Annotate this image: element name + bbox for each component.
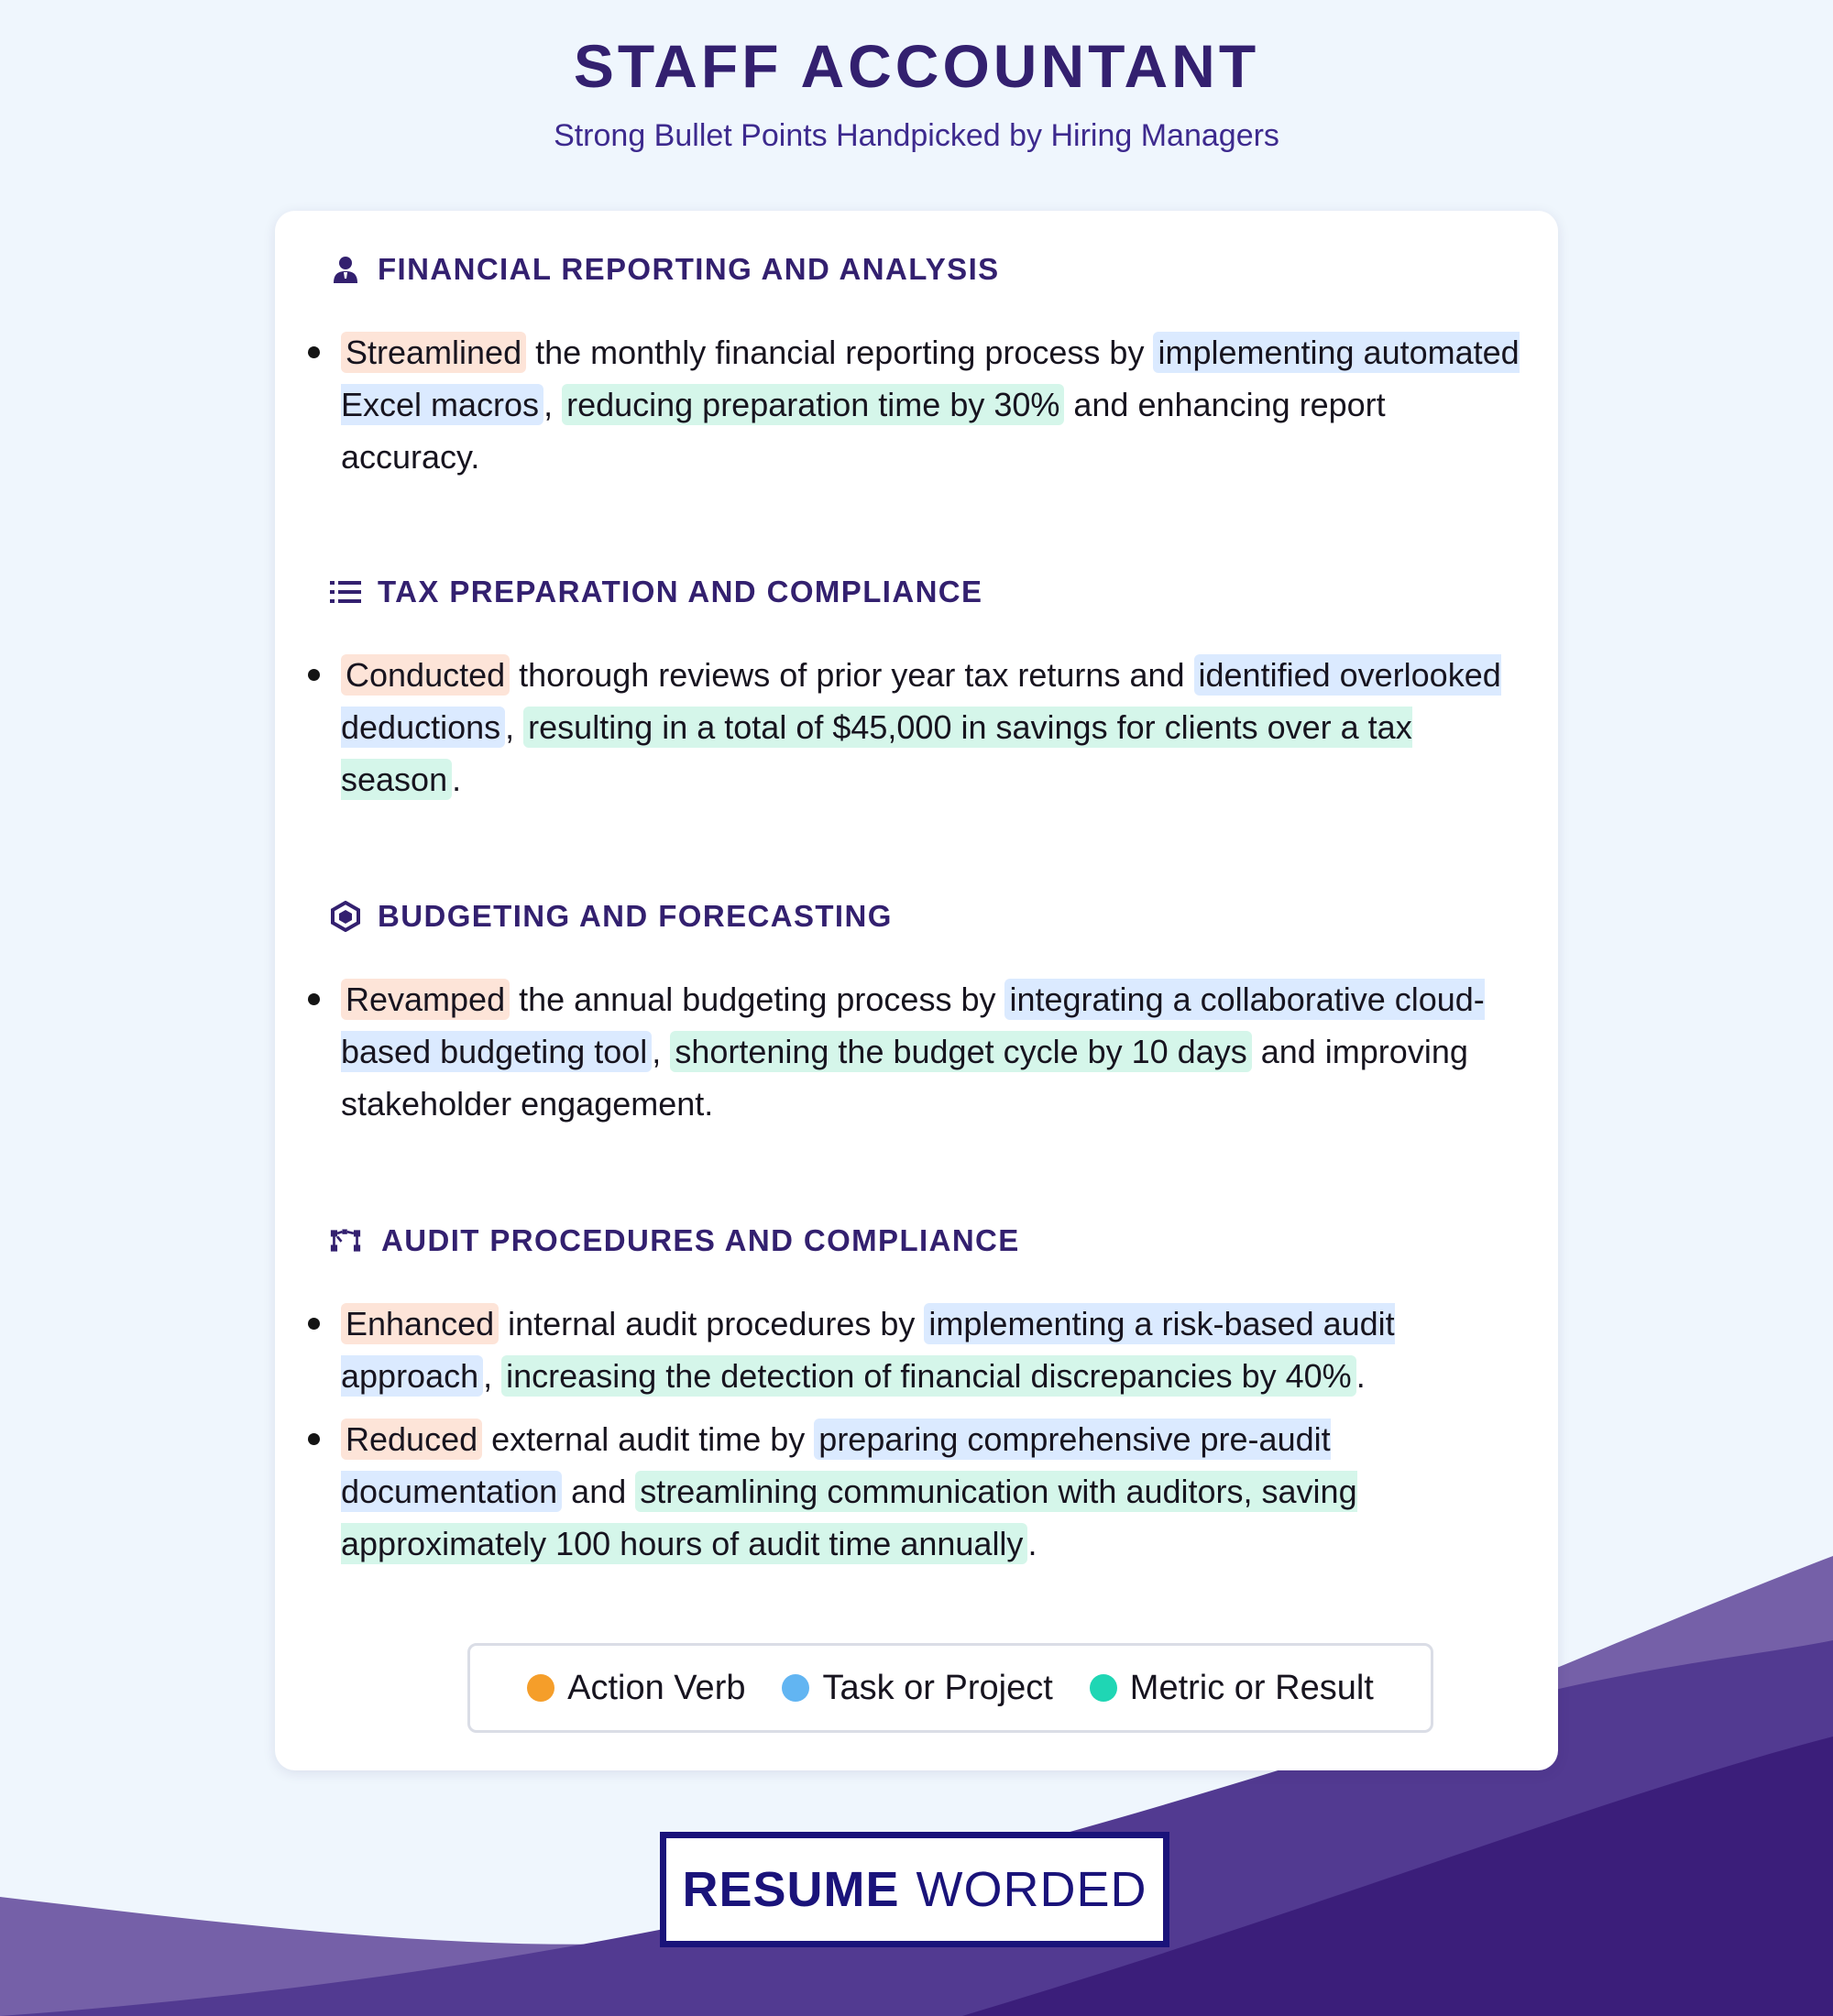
legend-item-action-verb <box>527 1669 745 1708</box>
cube-icon <box>330 901 361 932</box>
bullet-text: , <box>652 1033 671 1070</box>
legend-dot <box>1090 1674 1117 1702</box>
bullet-text: external audit time by <box>482 1420 815 1458</box>
section-title: BUDGETING AND FORECASTING <box>378 899 893 933</box>
page-header <box>0 0 1833 154</box>
logo-text-light: WORDED <box>916 1862 1147 1917</box>
task-phrase: preparing comprehensive pre-audit documentation <box>341 1420 1331 1510</box>
bullet-text: . <box>452 761 462 798</box>
bullet-list <box>335 973 1531 1130</box>
person-icon <box>330 254 361 285</box>
bullet-text: internal audit procedures by <box>499 1305 925 1342</box>
list-icon <box>330 576 361 608</box>
action-verb: Streamlined <box>341 332 526 373</box>
section-budgeting <box>330 896 1531 1130</box>
legend-dot <box>527 1674 554 1702</box>
legend-dot <box>782 1674 809 1702</box>
section-header <box>330 572 1531 612</box>
action-verb: Enhanced <box>341 1303 499 1344</box>
bullet-text: . <box>1356 1357 1366 1395</box>
highlight-legend <box>467 1643 1433 1733</box>
section-header <box>330 249 1531 290</box>
task-phrase: implementing automated Excel macros <box>341 334 1520 423</box>
legend-label: Action Verb <box>567 1668 746 1707</box>
legend-item-task <box>782 1669 1052 1708</box>
logo-text-bold: RESUME <box>682 1862 900 1917</box>
resume-worded-logo[interactable] <box>660 1832 1169 1947</box>
bullet-text: , <box>505 708 524 746</box>
bullet-card <box>275 211 1558 1770</box>
bullet-text: and enhancing report accuracy. <box>341 386 1386 476</box>
legend-label: Task or Project <box>822 1668 1053 1707</box>
bullet-text: and <box>562 1473 636 1510</box>
bullet-item <box>335 1298 1531 1402</box>
bullet-text: thorough reviews of prior year tax returns and <box>510 656 1194 694</box>
action-verb: Reduced <box>341 1419 482 1460</box>
bullet-text: the annual budgeting process by <box>510 981 1005 1018</box>
bullet-text: the monthly financial reporting process by <box>526 334 1154 371</box>
bullet-item <box>335 973 1531 1130</box>
legend-item-metric <box>1090 1669 1374 1708</box>
metric-phrase: shortening the budget cycle by 10 days <box>670 1031 1251 1072</box>
section-audit <box>330 1221 1531 1570</box>
bullet-list <box>335 649 1531 805</box>
bullet-item <box>335 649 1531 805</box>
section-financial-reporting <box>330 249 1531 483</box>
task-phrase: integrating a collaborative cloud-based budgeting tool <box>341 981 1485 1070</box>
metric-phrase: streamlining communication with auditors, saving approximately 100 hours of audit time annually <box>341 1473 1357 1562</box>
page-subtitle: Strong Bullet Points Handpicked by Hiring Managers <box>554 118 1279 153</box>
bullet-text: , <box>483 1357 502 1395</box>
section-tax-preparation <box>330 572 1531 805</box>
section-title: TAX PREPARATION AND COMPLIANCE <box>378 575 983 608</box>
bullet-list <box>335 1298 1531 1570</box>
bullet-item <box>335 1413 1531 1570</box>
bullet-text: . <box>1027 1525 1037 1562</box>
page-title: STAFF ACCOUNTANT <box>573 32 1260 100</box>
bullet-text: and improving stakeholder engagement. <box>341 1033 1468 1123</box>
metric-phrase: increasing the detection of financial discrepancies by 40% <box>501 1355 1356 1397</box>
network-icon <box>330 1225 361 1256</box>
bullet-list <box>335 326 1531 483</box>
metric-phrase: resulting in a total of $45,000 in savings for clients over a tax season <box>341 708 1412 798</box>
legend-label: Metric or Result <box>1129 1668 1374 1707</box>
action-verb: Revamped <box>341 979 510 1020</box>
section-title: AUDIT PROCEDURES AND COMPLIANCE <box>381 1223 1020 1257</box>
task-phrase: implementing a risk-based audit approach <box>341 1305 1395 1395</box>
bullet-text: , <box>543 386 563 423</box>
bullet-item <box>335 326 1531 483</box>
metric-phrase: reducing preparation time by 30% <box>562 384 1064 425</box>
action-verb: Conducted <box>341 654 510 696</box>
section-title: FINANCIAL REPORTING AND ANALYSIS <box>378 252 1000 286</box>
section-header <box>330 896 1531 937</box>
section-header <box>330 1221 1531 1261</box>
task-phrase: identified overlooked deductions <box>341 656 1501 746</box>
